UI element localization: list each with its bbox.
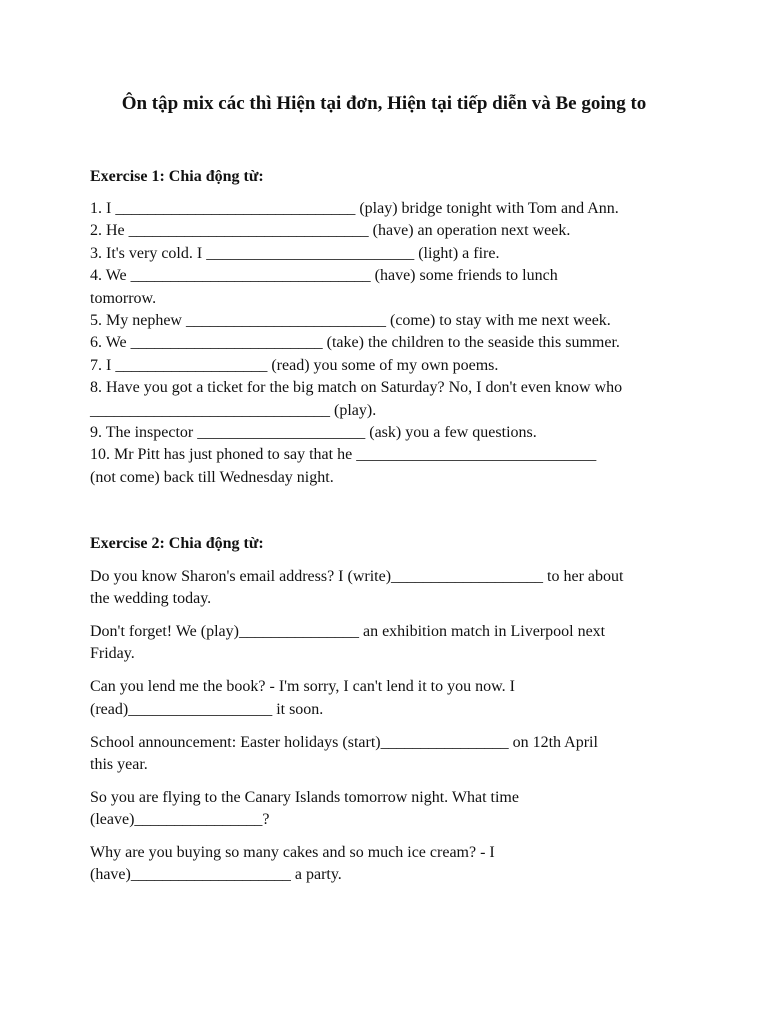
page-title: Ôn tập mix các thì Hiện tại đơn, Hiện tại tiếp diễn và Be going to — [121, 93, 647, 114]
exercise-1-line: 1. I ______________________________ (play) bridge tonight with Tom and Ann. — [90, 200, 619, 217]
exercise-2-line: Can you lend me the book? - I'm sorry, I can't lend it to you now. I — [90, 678, 515, 695]
exercise-1-line: 5. My nephew _________________________ (come) to stay with me next week. — [90, 312, 611, 329]
exercise-2-line: Do you know Sharon's email address? I (write)___________________ to her about — [90, 568, 624, 585]
exercise-2-line: Friday. — [90, 645, 135, 662]
exercise-2-heading: Exercise 2: Chia động từ: — [90, 535, 264, 552]
exercise-1-line: 2. He ______________________________ (have) an operation next week. — [90, 222, 571, 239]
exercise-2-line: (have)____________________ a party. — [90, 866, 342, 883]
exercise-2-line: the wedding today. — [90, 590, 212, 607]
exercise-1-line: 6. We ________________________ (take) the children to the seaside this summer. — [90, 334, 620, 351]
exercise-1-line: 7. I ___________________ (read) you some of my own poems. — [90, 357, 499, 374]
exercise-1-line: 10. Mr Pitt has just phoned to say that he ______________________________ — [90, 446, 597, 463]
exercise-2-line: (leave)________________? — [90, 811, 270, 828]
exercise-1-line: (not come) back till Wednesday night. — [90, 469, 334, 486]
exercise-2-line: Don't forget! We (play)_______________ an exhibition match in Liverpool next — [90, 623, 606, 640]
exercise-2-line: So you are flying to the Canary Islands tomorrow night. What time — [90, 789, 519, 806]
exercise-1-line: ______________________________ (play). — [90, 402, 377, 419]
exercise-1-line: 3. It's very cold. I __________________________ (light) a fire. — [90, 245, 500, 262]
exercise-2-line: this year. — [90, 756, 148, 773]
exercise-1-line: 9. The inspector _____________________ (ask) you a few questions. — [90, 424, 537, 441]
exercise-2-line: School announcement: Easter holidays (start)________________ on 12th April — [90, 734, 598, 751]
exercise-1-line: tomorrow. — [90, 290, 157, 307]
exercise-1-heading: Exercise 1: Chia động từ: — [90, 168, 264, 185]
exercise-1-line: 4. We ______________________________ (have) some friends to lunch — [90, 267, 558, 284]
exercise-2-line: Why are you buying so many cakes and so much ice cream? - I — [90, 844, 495, 861]
exercise-1-line: 8. Have you got a ticket for the big match on Saturday? No, I don't even know who — [90, 379, 623, 396]
exercise-2-line: (read)__________________ it soon. — [90, 701, 324, 718]
